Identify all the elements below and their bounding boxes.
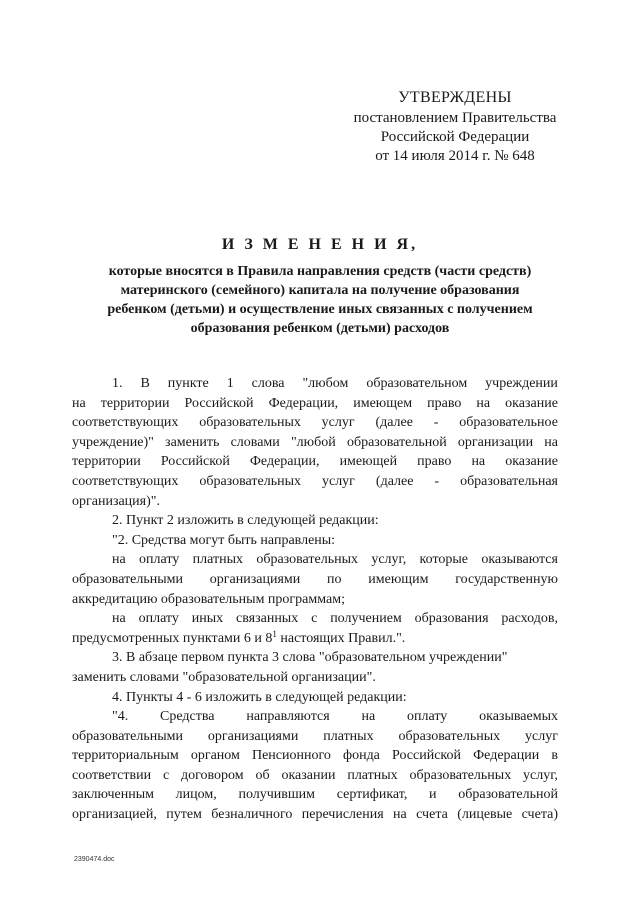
body-line — [72, 394, 558, 414]
word: оказание — [505, 454, 558, 470]
word: расходов, — [501, 611, 558, 627]
document-title: И З М Е Н Е Н И Я, — [221, 236, 419, 253]
body-line — [72, 550, 558, 570]
word: Федерации, — [249, 454, 320, 470]
body-line — [72, 707, 558, 727]
body-line: 3. В абзаце первом пункта 3 слова "образовательном учреждении" — [112, 650, 508, 666]
document-body — [72, 374, 558, 825]
word: Российской — [160, 454, 230, 470]
word: услуг — [321, 473, 355, 489]
word: "любой — [290, 434, 336, 450]
word: В — [140, 376, 150, 391]
body-line-with-footnote — [72, 629, 558, 649]
word: платных — [192, 552, 243, 568]
word: Федерации — [473, 748, 540, 764]
word: услуг — [525, 728, 558, 744]
body-line: 4. Пункты 4 - 6 изложить в следующей редакции: — [112, 689, 407, 705]
word: с — [311, 611, 318, 627]
word: территории — [72, 454, 141, 470]
word: соответствующих — [72, 473, 179, 489]
word: организациями — [207, 728, 299, 744]
word: - — [433, 415, 439, 431]
word: на — [72, 395, 86, 411]
word: направляются — [246, 709, 330, 725]
word: (лицевые — [457, 807, 513, 823]
word: соответствующих — [72, 415, 179, 431]
body-line — [72, 374, 558, 394]
subtitle-line: которые вносятся в Правила направления средств (части средств) — [108, 264, 532, 279]
word: образовательном — [366, 376, 468, 391]
word: образовательное — [459, 415, 558, 431]
body-line — [72, 413, 558, 433]
approval-heading: УТВЕРЖДЕНЫ — [398, 89, 512, 106]
body-text: предусмотренных пунктами 6 и 8 — [72, 630, 273, 646]
word: Федерации, — [268, 395, 339, 411]
word: с — [162, 767, 170, 783]
word: счета) — [521, 807, 558, 823]
document-subtitle — [60, 262, 580, 338]
word: организациями — [209, 571, 301, 587]
word: получившим — [238, 787, 316, 803]
word: Средства — [160, 709, 215, 725]
word: Пенсионного — [251, 748, 331, 764]
word: Российской — [392, 748, 462, 764]
body-line: "2. Средства могут быть направлены: — [112, 532, 336, 548]
footnote-mark: 1 — [272, 628, 277, 639]
subtitle-line: образования ребенком (детьми) расходов — [190, 321, 450, 336]
word: договором — [181, 767, 244, 783]
approval-stamp — [330, 88, 580, 166]
word: оплату — [139, 552, 180, 568]
word: государственную — [455, 571, 558, 587]
word: "любом — [302, 376, 349, 391]
subtitle-line: ребенком (детьми) и осуществление иных связанных с получением — [107, 302, 533, 317]
word: на — [112, 611, 126, 627]
word: на — [544, 434, 558, 450]
body-line — [72, 746, 558, 766]
approval-line: постановлением Правительства — [353, 110, 557, 126]
body-text: настоящих Правил.". — [276, 630, 406, 646]
word: на — [471, 454, 486, 470]
approval-line: от 14 июля 2014 г. № 648 — [375, 148, 535, 164]
word: словами — [230, 434, 280, 450]
word: перечисления — [301, 807, 384, 823]
word: учреждении — [485, 376, 558, 391]
body-line — [72, 433, 558, 453]
word: территории — [100, 395, 170, 411]
word: образовательной — [346, 434, 447, 450]
body-line — [72, 609, 558, 629]
word: образовательными — [72, 571, 184, 587]
word: на — [476, 395, 491, 411]
word: иных — [191, 611, 224, 627]
word: Российской — [184, 395, 254, 411]
word: 1. — [112, 376, 123, 391]
word: оказании — [281, 767, 336, 783]
word: "4. — [112, 709, 129, 725]
word: на — [393, 807, 407, 823]
word: которые — [419, 552, 468, 568]
word: услуг, — [371, 552, 407, 568]
word: оплату — [138, 611, 179, 627]
body-line — [72, 766, 558, 786]
word: образовательных — [199, 473, 302, 489]
word: заключенным — [72, 787, 154, 803]
word: образовательная — [460, 473, 558, 489]
body-line — [72, 805, 558, 825]
word: образования — [414, 611, 489, 627]
word: право — [417, 454, 452, 470]
word: - — [434, 473, 440, 489]
word: образовательных — [398, 728, 501, 744]
word: пункте — [167, 376, 209, 391]
word: оказываются — [481, 552, 558, 568]
word: лицом, — [175, 787, 217, 803]
body-line: организация)". — [72, 493, 160, 509]
word: учреждение)" — [72, 434, 154, 450]
word: оказываемых — [479, 709, 558, 725]
word: услуг — [321, 415, 355, 431]
word: образовательных — [409, 767, 512, 783]
word: образовательными — [72, 728, 184, 744]
word: безналичного — [211, 807, 293, 823]
word: территориальным — [72, 748, 179, 764]
body-line — [72, 570, 558, 590]
word: оплату — [407, 709, 448, 725]
word: платных — [323, 728, 374, 744]
word: органом — [190, 748, 240, 764]
word: образовательных — [199, 415, 301, 431]
word: заменить — [165, 434, 220, 450]
word: оказание — [505, 395, 558, 411]
word: (далее — [375, 415, 413, 431]
word: имеющим — [368, 571, 429, 587]
word: фонда — [343, 748, 380, 764]
word: по — [327, 571, 342, 587]
word: образовательной — [458, 787, 558, 803]
word: организацией, — [72, 807, 157, 823]
word: сертификат, — [336, 787, 408, 803]
body-line — [72, 727, 558, 747]
word: и — [429, 787, 437, 803]
body-line — [72, 452, 558, 472]
word: образовательных — [256, 552, 358, 568]
word: услуг, — [523, 767, 558, 783]
word: на — [361, 709, 376, 725]
word: право — [427, 395, 462, 411]
word: имеющей — [339, 454, 398, 470]
word: путем — [166, 807, 202, 823]
word: получением — [330, 611, 402, 627]
word: 1 — [226, 376, 234, 391]
word: счета — [416, 807, 448, 823]
body-line: заменить словами "образовательной организации". — [72, 669, 376, 685]
body-line: 2. Пункт 2 изложить в следующей редакции: — [112, 513, 379, 529]
body-line — [72, 785, 558, 805]
word: организации — [457, 434, 534, 450]
word: платных — [347, 767, 398, 783]
body-line: аккредитацию образовательным программам; — [72, 591, 345, 607]
file-name-footer: 2390474.doc — [74, 856, 115, 863]
word: на — [112, 552, 126, 568]
word: слова — [251, 376, 285, 391]
word: в — [551, 748, 558, 764]
subtitle-line: материнского (семейного) капитала на получение образования — [120, 283, 520, 298]
word: об — [255, 767, 270, 783]
word: имеющем — [353, 395, 413, 411]
approval-line: Российской Федерации — [380, 129, 530, 145]
body-line — [72, 472, 558, 492]
word: (далее — [375, 473, 414, 489]
word: соответствии — [72, 767, 152, 783]
word: связанных — [236, 611, 299, 627]
